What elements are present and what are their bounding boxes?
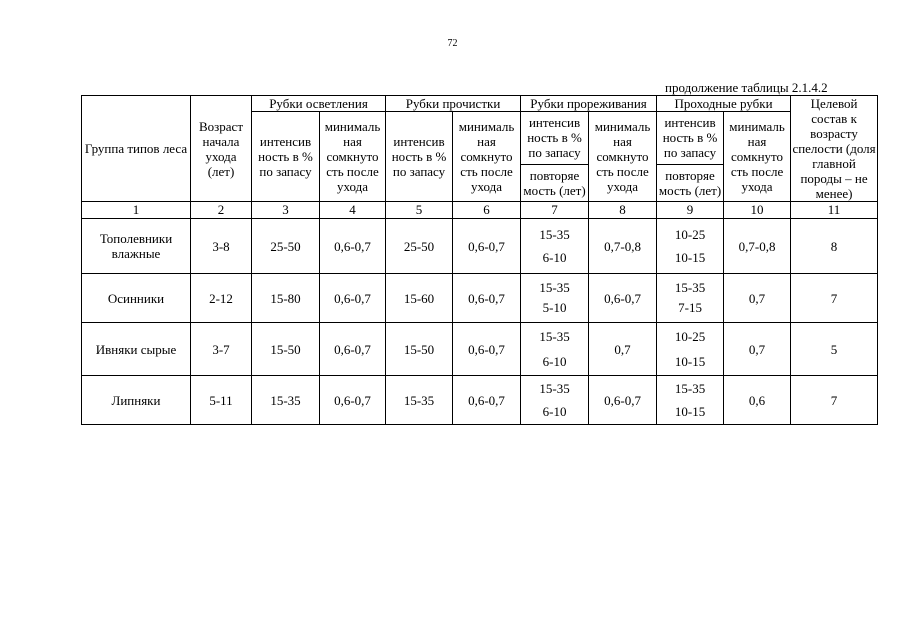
header-prh-intensity: интенсив ность в % по запасу	[657, 112, 724, 165]
column-number: 4	[320, 202, 386, 219]
cell-pro-intensity: 15-60	[386, 274, 453, 323]
cell-group: Липняки	[82, 376, 191, 425]
cell-prz-closure: 0,7	[589, 323, 657, 376]
header-prh-closure: минималь ная сомкнуто сть после ухода	[724, 112, 791, 202]
header-age: Возраст начала ухода (лет)	[191, 96, 252, 202]
column-number: 9	[657, 202, 724, 219]
cell-prh-intensity-repeat	[657, 323, 724, 376]
cell-prz-intensity: 15-35	[539, 381, 570, 396]
cell-target: 8	[791, 219, 878, 274]
cell-prz-intensity-repeat	[521, 274, 589, 323]
column-number-row	[82, 202, 878, 219]
cell-pro-closure: 0,6-0,7	[453, 274, 521, 323]
header-pro-intensity: интенсив ность в % по запасу	[386, 112, 453, 202]
cell-osv-closure: 0,6-0,7	[320, 274, 386, 323]
column-number: 3	[252, 202, 320, 219]
cell-prz-repeat: 5-10	[542, 300, 567, 315]
cell-pro-intensity: 15-35	[386, 376, 453, 425]
cell-osv-closure: 0,6-0,7	[320, 219, 386, 274]
header-prorezhivaniya: Рубки прореживания	[521, 96, 657, 112]
cell-prz-repeat: 6-10	[542, 354, 567, 369]
header-osv-closure: минималь ная сомкнуто сть после ухода	[320, 112, 386, 202]
header-group: Группа типов леса	[82, 96, 191, 202]
header-pro-closure: минималь ная сомкнуто сть после ухода	[453, 112, 521, 202]
cell-prh-intensity: 10-25	[674, 227, 706, 242]
cell-prz-intensity: 15-35	[539, 280, 570, 295]
cell-osv-intensity: 15-80	[252, 274, 320, 323]
cell-age: 2-12	[191, 274, 252, 323]
header-osvetleniya: Рубки осветления	[252, 96, 386, 112]
column-number: 5	[386, 202, 453, 219]
cell-prh-closure: 0,7-0,8	[724, 219, 791, 274]
cell-prz-intensity-repeat	[521, 323, 589, 376]
cell-prz-closure: 0,6-0,7	[589, 376, 657, 425]
cell-prh-intensity: 15-35	[674, 280, 706, 295]
column-number: 6	[453, 202, 521, 219]
cell-group: Тополевники влажные	[82, 219, 191, 274]
header-prz-closure: минималь ная сомкнуто сть после ухода	[589, 112, 657, 202]
cell-pro-intensity: 25-50	[386, 219, 453, 274]
cell-prz-closure: 0,6-0,7	[589, 274, 657, 323]
column-number: 7	[521, 202, 589, 219]
header-prz-intensity: интенсив ность в % по запасу	[521, 112, 589, 165]
cell-osv-intensity: 15-50	[252, 323, 320, 376]
cell-prh-intensity-repeat	[657, 376, 724, 425]
cell-prh-intensity-repeat	[657, 274, 724, 323]
cell-prz-intensity: 15-35	[539, 329, 570, 344]
cell-osv-intensity: 25-50	[252, 219, 320, 274]
forest-care-table	[81, 95, 878, 425]
header-prz-repeat: повторяе мость (лет)	[521, 164, 589, 202]
cell-prz-closure: 0,7-0,8	[589, 219, 657, 274]
column-number: 8	[589, 202, 657, 219]
cell-age: 5-11	[191, 376, 252, 425]
cell-prz-repeat: 6-10	[542, 250, 567, 265]
cell-prh-repeat: 10-15	[674, 354, 706, 369]
cell-prh-repeat: 7-15	[678, 300, 702, 315]
header-prokhodnye: Проходные рубки	[657, 96, 791, 112]
cell-age: 3-8	[191, 219, 252, 274]
cell-prh-intensity: 15-35	[674, 381, 706, 396]
column-number: 11	[791, 202, 878, 219]
cell-pro-closure: 0,6-0,7	[453, 323, 521, 376]
cell-osv-intensity: 15-35	[252, 376, 320, 425]
cell-group: Ивняки сырые	[82, 323, 191, 376]
cell-prh-repeat: 10-15	[674, 404, 706, 419]
cell-osv-closure: 0,6-0,7	[320, 323, 386, 376]
cell-target: 7	[791, 376, 878, 425]
cell-prz-intensity-repeat	[521, 219, 589, 274]
table-row	[82, 219, 878, 274]
table-row	[82, 376, 878, 425]
header-prochistki: Рубки прочистки	[386, 96, 521, 112]
column-number: 2	[191, 202, 252, 219]
cell-pro-closure: 0,6-0,7	[453, 376, 521, 425]
cell-group: Осинники	[82, 274, 191, 323]
cell-prh-repeat: 10-15	[674, 250, 706, 265]
cell-pro-intensity: 15-50	[386, 323, 453, 376]
cell-target: 5	[791, 323, 878, 376]
table-caption: продолжение таблицы 2.1.4.2	[665, 80, 828, 95]
cell-age: 3-7	[191, 323, 252, 376]
cell-prz-intensity-repeat	[521, 376, 589, 425]
cell-osv-closure: 0,6-0,7	[320, 376, 386, 425]
cell-prh-intensity-repeat	[657, 219, 724, 274]
cell-target: 7	[791, 274, 878, 323]
column-number: 10	[724, 202, 791, 219]
cell-pro-closure: 0,6-0,7	[453, 219, 521, 274]
cell-prz-repeat: 6-10	[542, 404, 567, 419]
cell-prh-closure: 0,7	[724, 323, 791, 376]
header-osv-intensity: интенсив ность в % по запасу	[252, 112, 320, 202]
column-number: 1	[82, 202, 191, 219]
cell-prh-closure: 0,6	[724, 376, 791, 425]
cell-prh-intensity: 10-25	[674, 329, 706, 344]
cell-prh-closure: 0,7	[724, 274, 791, 323]
cell-prz-intensity: 15-35	[539, 227, 570, 242]
table-row	[82, 323, 878, 376]
header-prh-repeat: повторяе мость (лет)	[657, 164, 724, 202]
header-row-1	[82, 96, 878, 112]
page-number: 72	[447, 38, 458, 49]
header-target: Целевой состав к возрасту спелости (доля главной породы – не менее)	[792, 96, 876, 201]
table-row	[82, 274, 878, 323]
